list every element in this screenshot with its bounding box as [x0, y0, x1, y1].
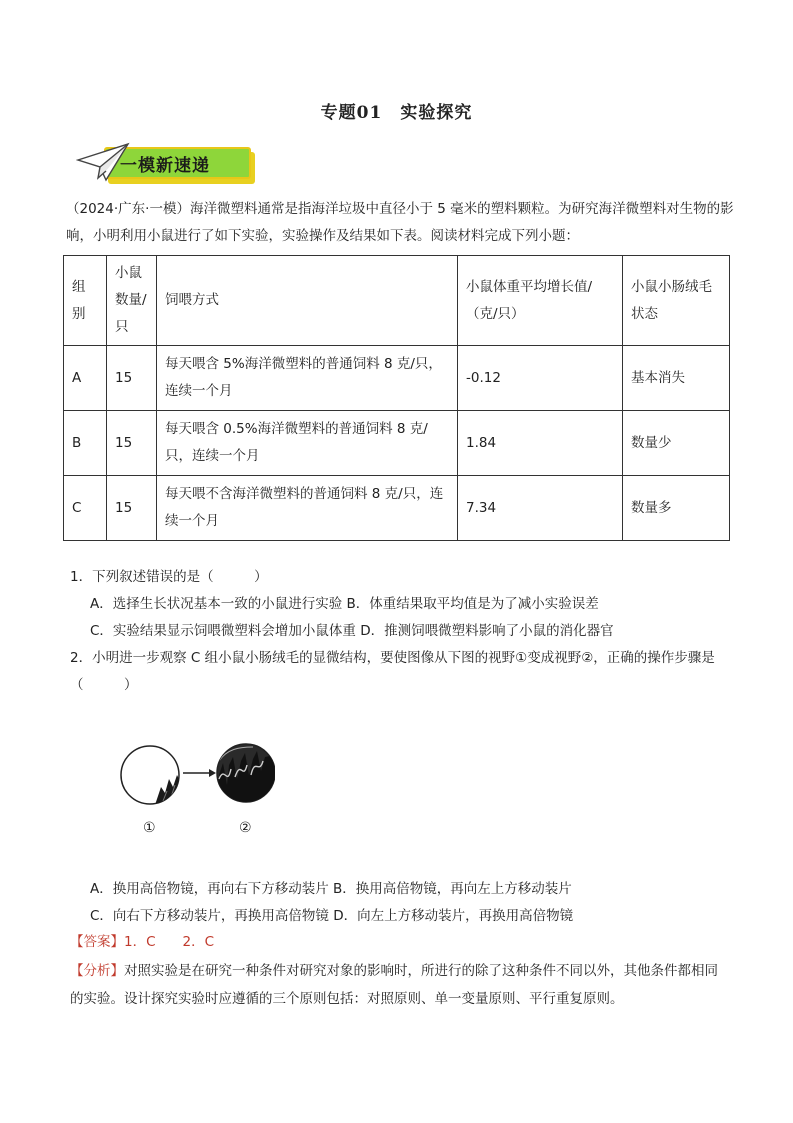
table-cell: 1.84: [458, 411, 623, 476]
table-cell: 每天喂含 5%海洋微塑料的普通饲料 8 克/只，连续一个月: [157, 346, 458, 411]
header-cell: 小鼠体重平均增长值/（克/只）: [458, 256, 623, 346]
figure-label-2: ②: [239, 820, 252, 836]
banner-label: 一模新速递: [120, 156, 210, 176]
table-row: [64, 346, 730, 411]
table-row: [64, 476, 730, 541]
table-cell: 每天喂含 0.5%海洋微塑料的普通饲料 8 克/只，连续一个月: [157, 411, 458, 476]
question-1-options-ab: A．选择生长状况基本一致的小鼠进行实验 B．体重结果取平均值是为了减小实验误差: [90, 596, 599, 612]
answer-line: 【答案】1．C 2．C: [70, 934, 215, 950]
table-cell: 15: [107, 411, 157, 476]
header-cell: 饲喂方式: [157, 256, 458, 346]
header-cell: 小鼠数量/只: [107, 256, 157, 346]
table-cell: 每天喂不含海洋微塑料的普通饲料 8 克/只，连续一个月: [157, 476, 458, 541]
intro-paragraph: （2024·广东·一模）海洋微塑料通常是指海洋垃圾中直径小于 5 毫米的塑料颗粒。为研究海洋微塑料对生物的影响，小明利用小鼠进行了如下实验，实验操作及结果如下表。阅读材料完成下列小题：: [66, 201, 734, 244]
table-cell: B: [64, 411, 107, 476]
question-2-options-cd: C．向右下方移动装片，再换用高倍物镜 D．向左上方移动装片，再换用高倍物镜: [90, 908, 574, 924]
table-cell: 数量少: [623, 411, 730, 476]
analysis-text: 对照实验是在研究一种条件对研究对象的影响时，所进行的除了这种条件不同以外，其他条件都相同的实验。设计探究实验时应遵循的三个原则包括：对照原则、单一变量原则、平行重复原则。: [70, 963, 718, 1007]
question-2-options-ab: A．换用高倍物镜，再向右下方移动装片 B．换用高倍物镜，再向左上方移动装片: [90, 881, 572, 897]
page-title: 专题01 实验探究: [320, 103, 473, 123]
analysis-paragraph: [70, 957, 730, 1013]
table-cell: 7.34: [458, 476, 623, 541]
header-cell: 组别: [64, 256, 107, 346]
table-cell: C: [64, 476, 107, 541]
table-row: [64, 411, 730, 476]
microscope-view-diagram: [115, 735, 275, 815]
header-cell: 小鼠小肠绒毛状态: [623, 256, 730, 346]
section-banner: [76, 140, 256, 186]
question-2-stem: 2．小明进一步观察 C 组小鼠小肠绒毛的显微结构，要使图像从下图的视野①变成视野②，正确的操作步骤是（ ）: [70, 650, 715, 693]
table-cell: -0.12: [458, 346, 623, 411]
table-cell: 15: [107, 346, 157, 411]
analysis-tag: 【分析】: [70, 963, 124, 979]
question-1-stem: 1．下列叙述错误的是（ ）: [70, 569, 268, 585]
question-1-options-cd: C．实验结果显示饲喂微塑料会增加小鼠体重 D．推测饲喂微塑料影响了小鼠的消化器官: [90, 623, 614, 639]
experiment-table: [63, 255, 730, 541]
table-cell: 15: [107, 476, 157, 541]
table-cell: 数量多: [623, 476, 730, 541]
table-cell: A: [64, 346, 107, 411]
table-cell: 基本消失: [623, 346, 730, 411]
figure-label-1: ①: [143, 820, 156, 836]
table-header-row: [64, 256, 730, 346]
